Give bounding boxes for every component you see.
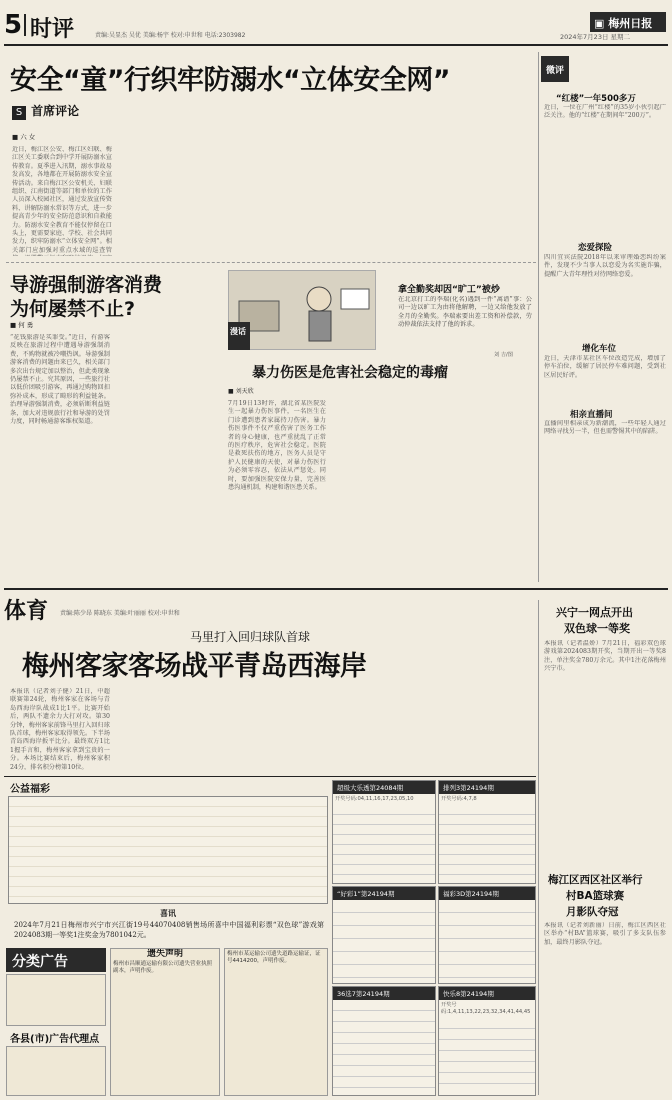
ads-notice-2: 梅州市某运输公司遗失道路运输证，证号4414200，声明作废。 — [224, 948, 328, 1096]
section-divider — [6, 262, 536, 263]
cartoon-author: 刘 吉/图 — [494, 352, 513, 358]
right-headline-2a: 梅江区西区社区举行 — [548, 874, 643, 886]
page-number: 5 — [4, 10, 23, 40]
article2-body-col2 — [116, 272, 220, 564]
sports-body-col3 — [222, 688, 322, 770]
article2-headline-2: 为何屡禁不止? — [10, 298, 136, 320]
right-headline-1a: 兴宁一网点开出 — [556, 606, 633, 619]
page-number-divider — [24, 14, 26, 36]
cartoon-title: 拿全勤奖却因“旷工”被炒 — [398, 285, 500, 295]
sidebar-heading-2: 恋爱探险 — [578, 243, 613, 253]
sidebar-divider — [538, 52, 539, 582]
sidebar-heading-4: 相亲直播间 — [570, 410, 613, 420]
editorial-body-col2 — [118, 98, 216, 256]
column-tag-icon: S — [12, 106, 26, 120]
lottery-box-36x7: 36选7第24194期 — [332, 986, 436, 1096]
cartoon-illustration — [228, 270, 376, 350]
lottery-rule — [4, 776, 536, 777]
winner-title: 喜讯 — [160, 909, 176, 918]
editorial-body-col3 — [222, 98, 320, 256]
lottery-box-dlt: 超级大乐透第24084期 开奖号码:04,11,16,17,23,05,10 — [332, 780, 436, 884]
editorial-headline: 安全“童”行织牢防溺水“立体安全网” — [10, 65, 450, 96]
ads-phone-title: 各县(市)广告代理点 — [10, 1034, 100, 1045]
sports-rule — [4, 588, 668, 590]
lottery-box-kl8: 快乐8第24194期 开奖号码:1,4,11,13,22,23,32,34,41,44,45 — [438, 986, 536, 1096]
winner-text: 2024年7月21日梅州市兴宁市兴江街19号44070408销售场所喜中中国福利彩票“双色球”游戏第2024083期一等奖1注奖金为7801042元。 — [14, 921, 324, 939]
editorial-body-col5 — [430, 98, 532, 256]
right-body-1: 本报讯（记者温娇）7月21日，福彩双色球游戏第2024083期开奖，当期开出一等奖8注，单注奖金780万余元。其中1注花落梅州兴宁市。 — [544, 640, 666, 673]
editor-line: 责编:吴显杰 吴优 美编:杨宇 校对:申世和 电话:2303982 — [95, 32, 246, 39]
right-headline-2c: 月影队夺冠 — [566, 906, 619, 918]
editorial-column-tag: S 首席评论 — [12, 100, 79, 120]
editorial-body-col4 — [326, 98, 424, 256]
cartoon-drawing — [229, 271, 377, 351]
right-col-divider — [538, 600, 539, 1095]
sidebar-body-4: 直播间里相亲成为新潮流，一些年轻人通过网络寻找另一半，但也需警惕其中的陷阱。 — [544, 420, 666, 436]
article2-body-col1: “花钱旅游是买罪受。”近日，有游客反映在旅游过程中遭遇导游强制消费，不购物就被冷嘲热讽。导游强制游客消费的问题由来已久，相关部门多次出台规定加以整治，但此类现象仍屡禁不止。究其原因，一些旅行社以低价团吸引游客，再通过购物回扣弥补成本，形成了畸形的利益链条。治理导游强制消费，必须斩断利益链条，加大对违规旅行社和导游的处罚力度，同时畅通游客维权渠道。 — [10, 334, 110, 426]
sidebar-body-3: 近日，天津市某社区车位改造完成，增加了停车泊位，缓解了居民停车难问题，受到社区居民好评。 — [544, 355, 666, 379]
lottery-title: 公益福彩 — [10, 784, 50, 795]
header-rule — [4, 44, 668, 46]
sidebar-body-1: 近日，一位在广州“红楼”的35岁小伙引起广泛关注。他的“红楼”在期间年“200万”。 — [544, 104, 666, 120]
editorial-byline: ■ 六 女 — [12, 133, 36, 141]
issue-date: 2024年7月23日 星期二 — [560, 33, 631, 41]
sports-headline: 梅州客家客场战平青岛西海岸 — [22, 651, 367, 682]
article3-byline: ■ 刘天欣 — [228, 388, 254, 395]
lottery-box-3d: 福彩3D第24194期 — [438, 886, 536, 984]
sports-body-col1: 本报讯（记者刘子健）21日，中超联赛第24轮，梅州客家在客场与青岛西海岸队战成1比1平。比赛开始后，两队不遗余力大打对攻。第30分钟，梅州客家前锋马里打入回归球队首球，梅州客家取得领先。下半场青岛西海岸扳平比分。最终双方1比1握手言和，梅州客家拿到宝贵的一分。本场比赛结束后，梅州客家积24分，排名积分榜第10位。 — [10, 688, 110, 770]
masthead-logo-icon: ▣ — [594, 17, 609, 30]
sports-editor-line: 责编:陈少昂 陈晓东 美编:叶丽丽 校对:申世和 — [60, 610, 180, 617]
lottery-box-haocai: “好彩1”第24194期 — [332, 886, 436, 984]
sports-body-col2 — [116, 688, 216, 770]
cartoon-body: 在北京打工的李瑞(化名)遇到一件“离谱”事：公司一边以旷工为由将他解聘，一边又给他发放了全月的全勤奖。李瑞索要出差工资和补偿款，劳动仲裁依法支持了他的诉求。 — [398, 296, 532, 329]
sidebar-body-2: 四川宜宾法院2018年以来审理婚恋纠纷案件，发现不少当事人以恋爱为名实施诈骗，提醒广大青年理性对待网络恋爱。 — [544, 254, 666, 278]
page-header — [0, 0, 672, 48]
sports-body-col5 — [434, 688, 534, 770]
ads-title: 分类广告 — [6, 948, 106, 972]
article3-headline: 暴力伤医是危害社会稳定的毒瘤 — [252, 365, 448, 381]
lottery-box-pl3: 排列3第24194期 开奖号码:4,7,8 — [438, 780, 536, 884]
article2-byline: ■ 何 勇 — [10, 321, 34, 329]
section-title: 时评 — [30, 17, 75, 42]
cartoon-label: 漫话 — [228, 322, 250, 350]
sports-body-col4 — [328, 688, 428, 770]
ads-box-left — [6, 974, 106, 1026]
article2-headline-1: 导游强制游客消费 — [10, 274, 163, 296]
editorial-body-col1: 近日，梅江区公安、梅江区妇联、梅江区关工委联合到中学开展防溺水宣传教育。夏季进入汛期，溺水事故易发高发，各地都在开展防溺水安全宣传活动。来自梅江区公安机关、妇联组织、江南街道等部门和单位的工作人员深入校园社区，通过发放宣传资料、讲解防溺水常识等方式，进一步提高青少年的安全防范意识和自救能力。防溺水安全教育不能仅停留在口头上，更需要家庭、学校、社会共同发力，织牢防溺水“立体安全网”。相关部门应加强对重点水域的巡查管 — [12, 146, 112, 254]
ads-notice: 遗失声明 梅州市昌顺通运输有限公司遗失营业执照副本，声明作废。 — [110, 948, 220, 1096]
sidebar-heading-3: 增化车位 — [582, 344, 617, 354]
article3-body-col3 — [436, 380, 534, 564]
right-headline-2b: 村BA篮球赛 — [566, 890, 625, 902]
article3-body-col2 — [332, 380, 430, 564]
lottery-draw-table — [8, 796, 328, 904]
sports-section-title: 体育 — [4, 599, 49, 624]
sidebar-heading-1: “红楼”一年500多万 — [556, 94, 636, 104]
ads-phone-list — [6, 1046, 106, 1096]
right-headline-1b: 双色球一等奖 — [564, 622, 630, 635]
article3-body-col1: 7月19日13时许，湖北省某医院发生一起暴力伤医事件，一名医生在门诊遭到患者家属持刀伤害。暴力伤医事件不仅严重伤害了医务工作者的身心健康，也严重扰乱了正常的医疗秩序，危害社会稳定。医院是救死扶伤的地方，医务人员是守护人民健康的天使，对暴力伤医行为必须零容忍，依法从严惩处。同时，要加强医院安保力量，完善医患沟通机制，构建和谐医患关系。 — [228, 400, 326, 492]
masthead: ▣ 梅州日报 — [590, 12, 666, 32]
sports-subhead: 马里打入回归球队首球 — [190, 630, 311, 644]
sidebar-label: 微评 — [541, 56, 569, 82]
right-body-2: 本报讯（记者刘新丽）日前，梅江区西区社区举办“村BA”篮球赛，吸引了多支队伍参加，最终月影队夺冠。 — [544, 922, 666, 946]
